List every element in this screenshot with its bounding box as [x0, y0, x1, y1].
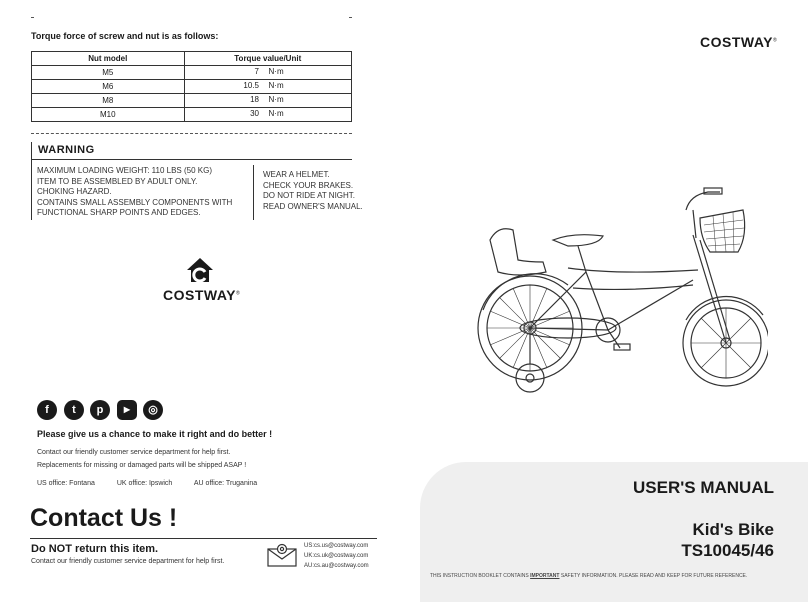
brand-name: COSTWAY	[700, 34, 773, 50]
col-nut-model: Nut model	[32, 52, 185, 66]
registered-mark: ®	[773, 37, 778, 44]
torque-heading: Torque force of screw and nut is as follows:	[31, 31, 219, 41]
nut-model-cell: M8	[32, 94, 185, 108]
kids-bike-illustration	[468, 180, 768, 415]
table-row	[32, 80, 352, 94]
warning-title: WARNING	[38, 144, 95, 156]
torque-value-cell	[184, 66, 352, 80]
office-list	[37, 480, 277, 487]
email-au[interactable]: AU:cs.au@costway.com	[304, 563, 369, 569]
envelope-at-icon	[267, 543, 299, 572]
table-row	[32, 94, 352, 108]
table-row	[32, 108, 352, 122]
twitter-icon[interactable]: t	[64, 400, 84, 420]
product-model: TS10045/46	[681, 541, 774, 560]
brand-logo-top	[700, 34, 777, 50]
office-uk: UK office: Ipswich	[116, 480, 173, 487]
torque-value-cell	[184, 80, 352, 94]
house-logo-icon	[186, 257, 214, 288]
dashed-divider	[31, 133, 352, 134]
torque-number: 30	[250, 109, 259, 118]
do-not-return-heading: Do NOT return this item.	[31, 543, 159, 555]
notice-post: SAFETY INFORMATION. PLEASE READ AND KEEP FOR FUTURE REFERENCE.	[560, 573, 748, 579]
torque-number: 7	[254, 67, 259, 76]
notice-important: IMPORTANT	[530, 573, 560, 579]
office-au: AU office: Truganina	[193, 480, 258, 487]
brand-logo-center	[163, 287, 240, 303]
fold-mark-left	[31, 17, 34, 18]
table-row	[32, 66, 352, 80]
warning-rule	[31, 159, 352, 160]
notice-pre: THIS INSTRUCTION BOOKLET CONTAINS	[430, 573, 529, 579]
nut-model-cell: M10	[32, 108, 185, 122]
facebook-icon[interactable]: f	[37, 400, 57, 420]
registered-mark: ®	[236, 290, 241, 297]
instagram-icon[interactable]: ◎	[143, 400, 163, 420]
email-uk[interactable]: UK:cs.uk@costway.com	[304, 553, 369, 559]
nut-model-cell: M6	[32, 80, 185, 94]
torque-unit: N·m	[268, 95, 284, 104]
torque-number: 18	[250, 95, 259, 104]
users-manual-title: USER'S MANUAL	[633, 478, 774, 497]
torque-number: 10.5	[243, 81, 259, 90]
email-us[interactable]: US:cs.us@costway.com	[304, 543, 369, 549]
youtube-icon[interactable]: ▶	[117, 400, 137, 420]
safety-notice	[430, 573, 747, 579]
office-us: US office: Fontana	[37, 480, 95, 487]
torque-table	[31, 51, 352, 122]
pinterest-icon[interactable]: p	[90, 400, 110, 420]
warning-text-right: WEAR A HELMET. CHECK YOUR BRAKES. DO NOT RIDE AT NIGHT. READ OWNER'S MANUAL.	[263, 170, 363, 211]
contact-line-2: Replacements for missing or damaged parts will be shipped ASAP !	[37, 462, 247, 469]
contact-rule	[30, 538, 377, 539]
warning-divider	[253, 165, 254, 220]
please-message: Please give us a chance to make it right and do better !	[37, 429, 273, 439]
torque-unit: N·m	[268, 67, 284, 76]
torque-unit: N·m	[268, 81, 284, 90]
torque-unit: N·m	[268, 109, 284, 118]
torque-value-cell	[184, 94, 352, 108]
product-name: Kid's Bike	[692, 520, 774, 539]
col-torque-value: Torque value/Unit	[184, 52, 352, 66]
fold-mark-right	[349, 17, 352, 18]
contact-line-1: Contact our friendly customer service department for help first.	[37, 449, 231, 456]
warning-text-left: MAXIMUM LOADING WEIGHT: 110 LBS (50 KG) ITEM TO BE ASSEMBLED BY ADULT ONLY. CHOKING HAZARD. CONTAINS SMALL ASSEMBLY COMPONENTS WITH FUNCTIONAL SHARP POINTS AND EDGES.	[37, 166, 233, 217]
torque-value-cell	[184, 108, 352, 122]
contact-us-title: Contact Us !	[30, 504, 178, 532]
table-header-row	[32, 52, 352, 66]
do-not-return-subtext: Contact our friendly customer service department for help first.	[31, 558, 225, 565]
nut-model-cell: M5	[32, 66, 185, 80]
brand-name: COSTWAY	[163, 287, 236, 303]
